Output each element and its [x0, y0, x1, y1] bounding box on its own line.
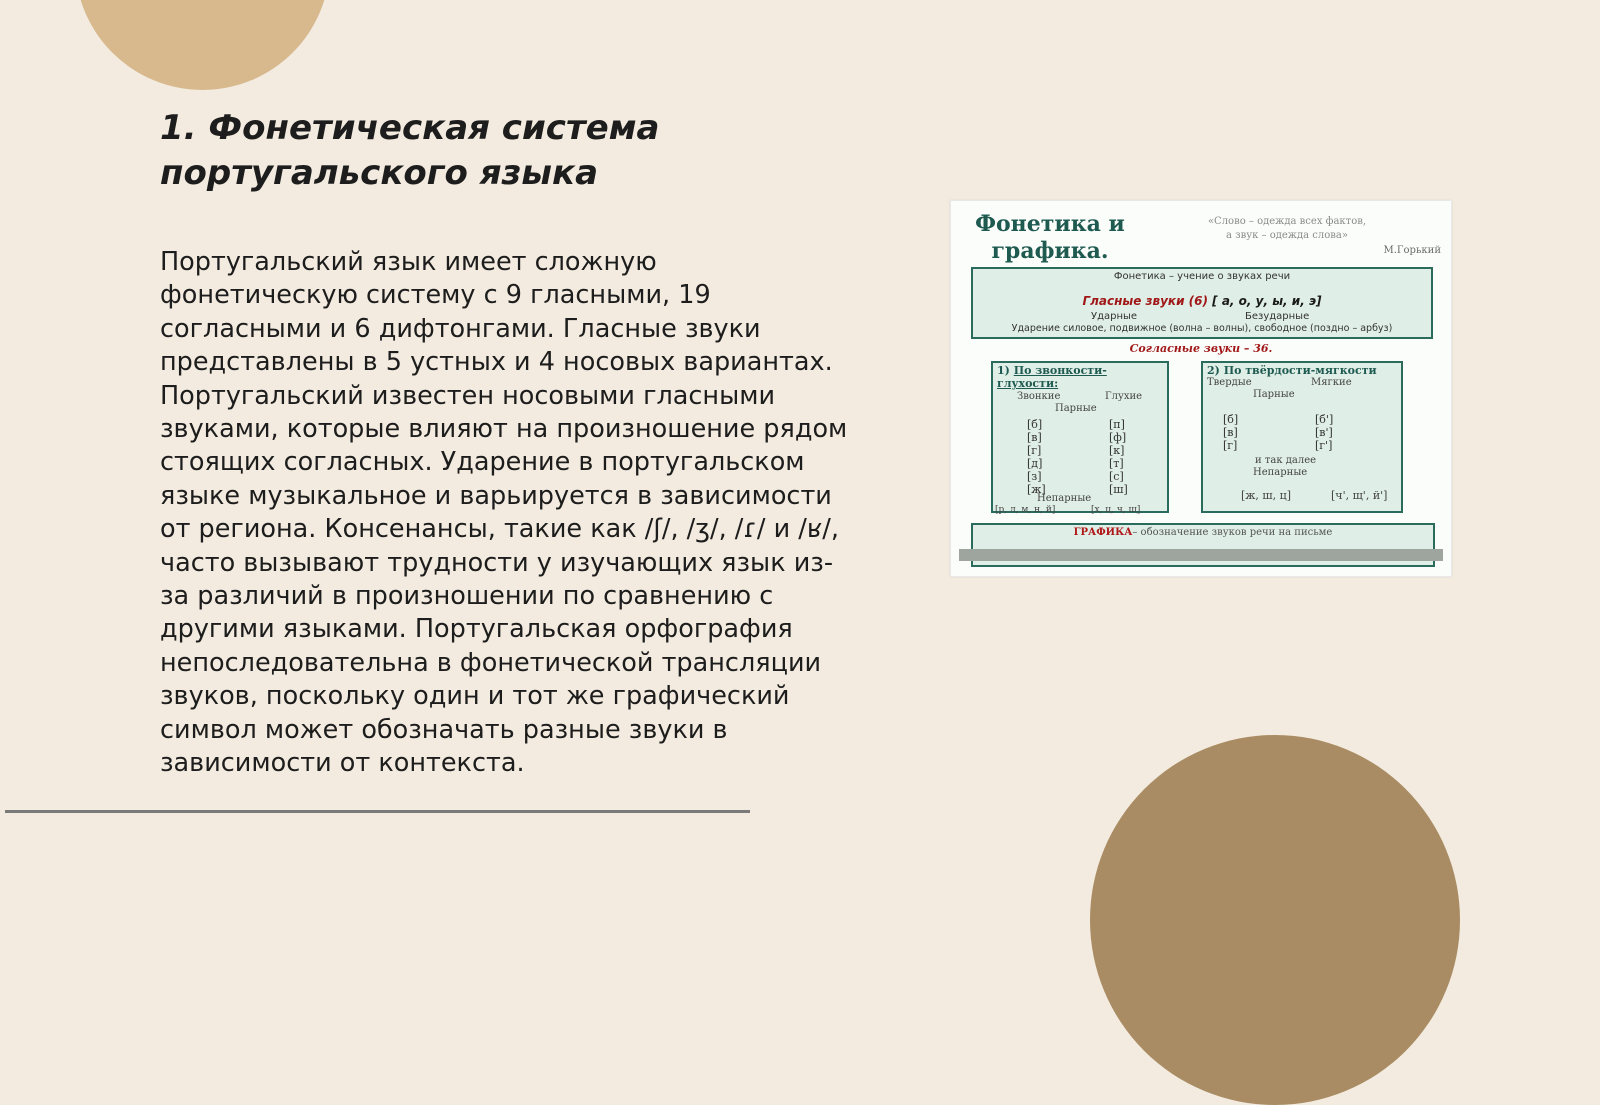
- hard-label: Твердые: [1207, 377, 1252, 388]
- divider-line: [5, 810, 750, 813]
- consonants-title: Согласные звуки – 36.: [1129, 342, 1273, 355]
- hardness-paired-label: Парные: [1253, 389, 1295, 400]
- voiced-label: Звонкие: [1017, 391, 1061, 402]
- consonant-voiced: [ж]: [1027, 483, 1046, 496]
- consonant-voiceless: [с]: [1109, 470, 1124, 483]
- consonant-voiced: [д]: [1027, 457, 1043, 470]
- vowels-list: [ а, о, у, ы, и, э]: [1212, 294, 1322, 308]
- hardness-heading: 2) По твёрдости-мягкости: [1207, 364, 1377, 377]
- hardness-unpaired-right: [ч', щ', й']: [1331, 489, 1388, 502]
- graphics-label: ГРАФИКА: [1073, 527, 1133, 538]
- decorative-circle-bottom: [1090, 735, 1460, 1105]
- consonant-voiced: [б]: [1027, 418, 1043, 431]
- figure-quote: «Слово – одежда всех фактов, а звук – одежда слова»: [1207, 216, 1367, 241]
- consonant-voiceless: [п]: [1109, 418, 1125, 431]
- voicing-heading-number: 1): [997, 364, 1010, 377]
- soft-label: Мягкие: [1311, 377, 1352, 388]
- soft-column: [1315, 413, 1333, 452]
- figure-bottom-bar: [959, 549, 1443, 561]
- voiceless-label: Глухие: [1105, 391, 1143, 402]
- voiced-column: [1027, 418, 1046, 496]
- consonant-voiced: [з]: [1027, 470, 1042, 483]
- and-so-on-label: и так далее: [1255, 455, 1317, 466]
- consonant-hard: [в]: [1223, 426, 1238, 439]
- figure-title: Фонетика и графика.: [975, 211, 1125, 264]
- consonant-voiceless: [т]: [1109, 457, 1124, 470]
- consonant-voiced: [в]: [1027, 431, 1042, 444]
- consonant-soft: [в']: [1315, 426, 1333, 439]
- stressed-label: Ударные: [1091, 311, 1138, 322]
- hardness-unpaired-left: [ж, ш, ц]: [1241, 489, 1291, 502]
- consonant-hard: [б]: [1223, 413, 1239, 426]
- consonant-voiceless: [ш]: [1109, 483, 1128, 496]
- hardness-box: [1201, 361, 1403, 513]
- vowels-line: [973, 294, 1431, 308]
- graphics-line: [973, 527, 1433, 538]
- consonant-voiced: [г]: [1027, 444, 1042, 457]
- consonant-soft: [г']: [1315, 439, 1333, 452]
- slide-title: 1. Фонетическая система португальского языка: [160, 108, 660, 193]
- slide-body-text: Португальский язык имеет сложную фонетическую систему с 9 гласными, 19 согласными и 6 дифтонгами. Гласные звуки представлены в 5 устных и 4 носовых вариантах. Португальский известен носовыми гласными звуками, которые влияют на произношение рядом стоящих согласных. Ударение в португальском языке музыкальное и варьируется в зависимости от региона. Консенансы, такие как /ʃ/, /ʒ/, /ɾ/ и /ʁ/, часто вызывают трудности у изучающих язык из-за различий в произношении по сравнению с другими языками. Португальская орфография непоследовательна в фонетической трансляции звуков, поскольку один и тот же графический символ может обозначать разные звуки в зависимости от контекста.: [160, 247, 848, 779]
- voicing-paired-label: Парные: [1055, 403, 1097, 414]
- unstressed-label: Безударные: [1245, 311, 1310, 322]
- vowels-label: Гласные звуки (6): [1082, 294, 1208, 308]
- voicing-unpaired-label: Непарные: [1037, 493, 1092, 504]
- stress-note: Ударение силовое, подвижное (волна – волны), свободное (поздно – арбуз): [1011, 323, 1393, 334]
- voiceless-column: [1109, 418, 1128, 496]
- phonetics-chart-image: [950, 200, 1452, 577]
- voicing-box: [991, 361, 1169, 513]
- consonant-voiceless: [к]: [1109, 444, 1125, 457]
- voicing-unpaired-left: [р, л, м, н, й]: [995, 505, 1056, 515]
- consonant-hard: [г]: [1223, 439, 1238, 452]
- phonetics-box: [971, 267, 1433, 339]
- figure-quote-author: М.Горький: [1383, 245, 1441, 256]
- hardness-unpaired-label: Непарные: [1253, 467, 1308, 478]
- consonant-soft: [б']: [1315, 413, 1334, 426]
- voicing-heading-text: По звонкости-глухости:: [997, 364, 1107, 390]
- decorative-circle-top: [75, 0, 330, 90]
- hard-column: [1223, 413, 1238, 452]
- voicing-unpaired-right: [х, ц, ч, щ]: [1091, 505, 1141, 515]
- consonant-voiceless: [ф]: [1109, 431, 1127, 444]
- phonetics-definition: Фонетика – учение о звуках речи: [1113, 271, 1291, 282]
- voicing-heading: [997, 364, 1167, 390]
- graphics-definition: – обозначение звуков речи на письме: [1132, 527, 1333, 538]
